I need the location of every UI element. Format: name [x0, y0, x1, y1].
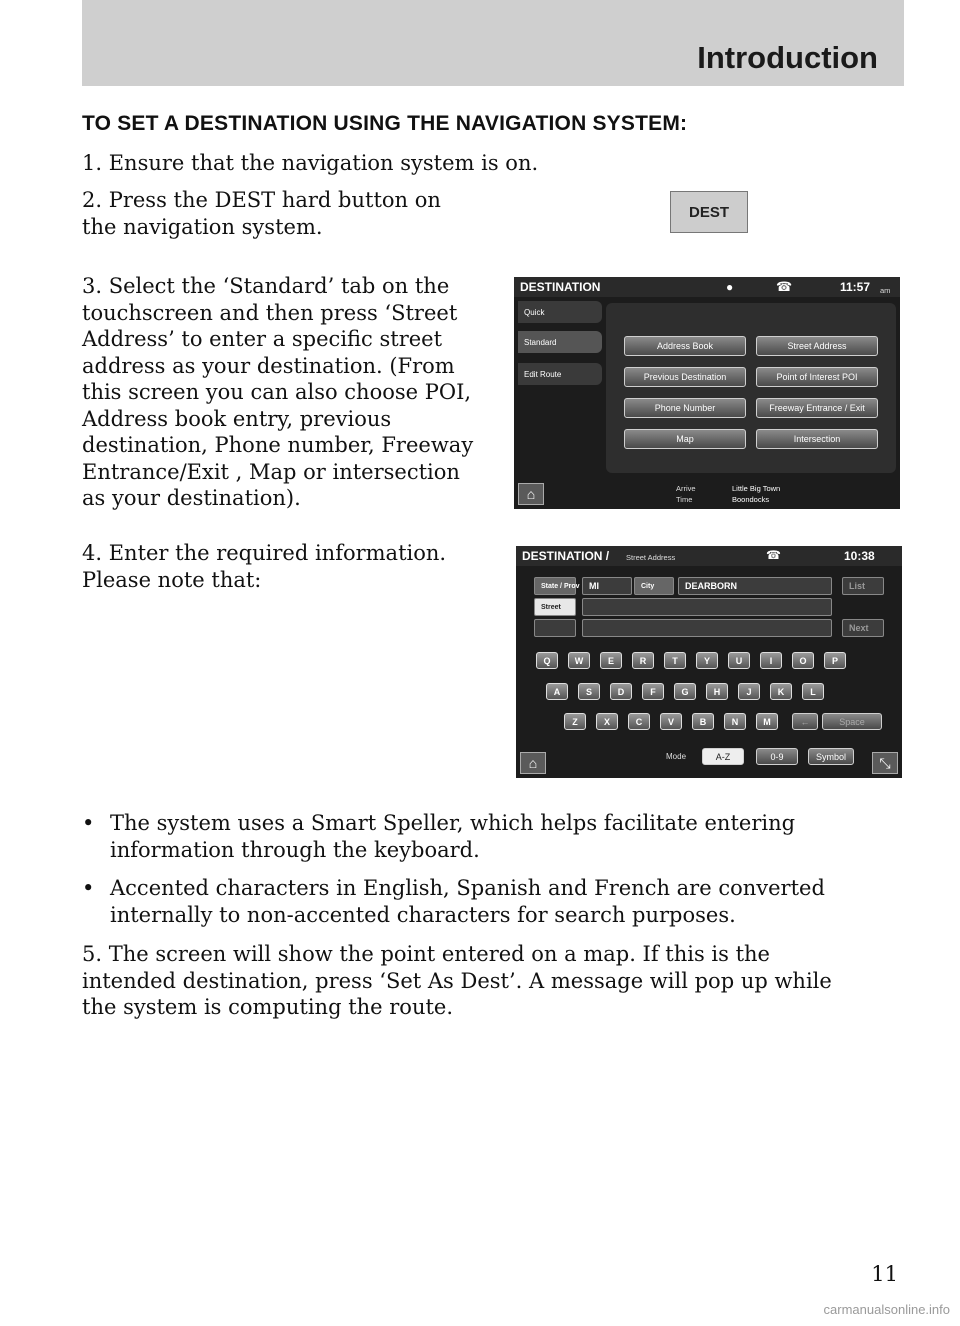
key-x[interactable]: X [596, 713, 618, 730]
bullet-text-line: information through the keyboard. [110, 837, 480, 862]
screen2-subtitle: Street Address [626, 553, 676, 562]
intersection-button[interactable]: Intersection [756, 429, 878, 449]
step-3-line: as your destination). [82, 486, 301, 510]
blank-field-button[interactable] [534, 619, 576, 637]
phone-icon: ☎ [766, 548, 781, 562]
map-button[interactable]: Map [624, 429, 746, 449]
home-icon[interactable]: ⌂ [518, 483, 544, 505]
bullet-item [82, 810, 882, 863]
step-3-line: destination, Phone number, Freeway [82, 433, 474, 457]
nav-screen-destination-menu [514, 277, 900, 509]
screen2-clock: 10:38 [844, 549, 875, 563]
mode-09-button[interactable]: 0-9 [756, 748, 798, 765]
key-m[interactable]: M [756, 713, 778, 730]
step-3-line: address as your destination. (From [82, 353, 455, 378]
screen1-clock: 11:57 [840, 280, 871, 294]
key-u[interactable]: U [728, 652, 750, 669]
key-o[interactable]: O [792, 652, 814, 669]
bullet-text-line: internally to non-accented characters for search purposes. [110, 902, 736, 927]
step-3-line: 3. Select the ‘Standard’ tab on the [82, 274, 450, 298]
key-e[interactable]: E [600, 652, 622, 669]
screen2-title: DESTINATION / [522, 549, 610, 563]
page-number: 11 [871, 1262, 898, 1286]
screen1-footer-place: Little Big Town [732, 484, 781, 493]
street-label[interactable]: Street [534, 598, 576, 616]
step-3-line: Entrance/Exit , Map or intersection [82, 459, 460, 484]
tab-edit-route[interactable]: Edit Route [518, 363, 602, 385]
bullet-text-line: The system uses a Smart Speller, which helps facilitate entering [110, 811, 796, 835]
dest-hard-button-image: DEST [670, 191, 748, 233]
street-address-button[interactable]: Street Address [756, 336, 878, 356]
key-f[interactable]: F [642, 683, 664, 700]
backspace-key[interactable]: ← [792, 713, 818, 730]
step-4-line-1: 4. Enter the required information. [82, 541, 447, 565]
space-key[interactable]: Space [822, 713, 882, 730]
key-b[interactable]: B [692, 713, 714, 730]
key-s[interactable]: S [578, 683, 600, 700]
step-4-line-2: Please note that: [82, 567, 262, 592]
phone-icon: ☎ [776, 279, 793, 294]
section-title: TO SET A DESTINATION USING THE NAVIGATION SYSTEM: [82, 112, 688, 135]
step-1: 1. Ensure that the navigation system is on. [82, 151, 539, 175]
screen1-clock-ampm: am [880, 286, 891, 295]
key-q[interactable]: Q [536, 652, 558, 669]
tab-standard[interactable]: Standard [518, 331, 602, 353]
city-value: DEARBORN [678, 577, 832, 595]
key-r[interactable]: R [632, 652, 654, 669]
state-label[interactable]: State / Prov [534, 577, 576, 595]
previous-destination-button[interactable]: Previous Destination [624, 367, 746, 387]
address-book-button[interactable]: Address Book [624, 336, 746, 356]
screen1-title: DESTINATION [520, 280, 601, 294]
step-5-line: 5. The screen will show the point entered on a map. If this is the [82, 942, 770, 966]
page-header-title: Introduction [697, 40, 878, 75]
key-a[interactable]: A [546, 683, 568, 700]
bullet-dot-icon: • [82, 811, 95, 835]
fullscreen-icon[interactable]: ⤡ [872, 752, 898, 774]
step-5-line: the system is computing the route. [82, 995, 454, 1019]
key-i[interactable]: I [760, 652, 782, 669]
watermark: carmanualsonline.info [823, 1302, 950, 1317]
key-w[interactable]: W [568, 652, 590, 669]
key-h[interactable]: H [706, 683, 728, 700]
extra-field [582, 619, 832, 637]
bullet-text-line: Accented characters in English, Spanish and French are converted [110, 876, 825, 900]
street-input[interactable] [582, 598, 832, 616]
next-button[interactable]: Next [842, 619, 884, 637]
home-icon[interactable]: ⌂ [520, 752, 546, 774]
mode-symbol-button[interactable]: Symbol [808, 748, 854, 765]
step-3-line: this screen you can also choose POI, [82, 380, 472, 404]
point-of-interest-button[interactable]: Point of Interest POI [756, 367, 878, 387]
list-button[interactable]: List [842, 577, 884, 595]
step-5-line: intended destination, press ‘Set As Dest’. A message will pop up while [82, 968, 832, 993]
step-2-line-1: 2. Press the DEST hard button on [82, 188, 441, 212]
city-label[interactable]: City [634, 577, 674, 595]
key-c[interactable]: C [628, 713, 650, 730]
key-p[interactable]: P [824, 652, 846, 669]
state-value: MI [582, 577, 632, 595]
key-j[interactable]: J [738, 683, 760, 700]
tab-quick[interactable]: Quick [518, 301, 602, 323]
step-3-line: touchscreen and then press ‘Street [82, 300, 458, 325]
key-y[interactable]: Y [696, 652, 718, 669]
freeway-entrance-button[interactable]: Freeway Entrance / Exit [756, 398, 878, 418]
step-3-line: Address book entry, previous [82, 406, 392, 431]
screen1-footer-time-value: Boondocks [732, 495, 770, 504]
gps-icon: ● [726, 280, 734, 294]
key-k[interactable]: K [770, 683, 792, 700]
bullet-dot-icon: • [82, 876, 95, 900]
mode-az-button[interactable]: A-Z [702, 748, 744, 765]
key-z[interactable]: Z [564, 713, 586, 730]
key-d[interactable]: D [610, 683, 632, 700]
phone-number-button[interactable]: Phone Number [624, 398, 746, 418]
key-t[interactable]: T [664, 652, 686, 669]
header-band [82, 0, 904, 86]
step-3-line: Address’ to enter a specific street [82, 327, 443, 351]
key-n[interactable]: N [724, 713, 746, 730]
screen1-footer-time-label: Time [676, 495, 693, 504]
screen1-footer-arrive-label: Arrive [676, 484, 696, 493]
key-g[interactable]: G [674, 683, 696, 700]
bullet-item [82, 875, 882, 928]
step-2-line-2: the navigation system. [82, 214, 323, 239]
mode-label: Mode [666, 752, 687, 761]
key-l[interactable]: L [802, 683, 824, 700]
key-v[interactable]: V [660, 713, 682, 730]
nav-screen-street-address-keyboard [516, 546, 902, 778]
